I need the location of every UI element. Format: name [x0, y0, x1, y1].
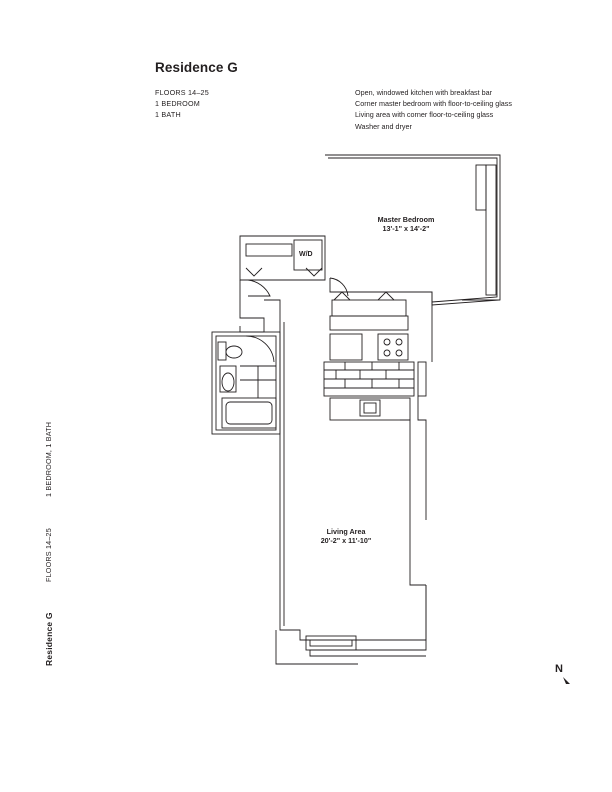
living-name: Living Area: [326, 527, 366, 536]
living-window: [310, 585, 426, 656]
cooktop: [378, 334, 408, 360]
side-bed-bath: 1 BEDROOM, 1 BATH: [44, 421, 53, 497]
refrigerator: [330, 334, 362, 360]
spec-bedrooms: 1 BEDROOM: [155, 99, 200, 109]
living-dims: 20'-2" x 11'-10": [320, 536, 372, 545]
north-letter: N: [555, 663, 563, 675]
feature-item: Living area with corner floor-to-ceiling glass: [355, 110, 494, 120]
side-residence-name: Residence G: [44, 612, 54, 666]
kitchen-sink: [360, 400, 380, 416]
north-indicator: [555, 663, 563, 675]
feature-item: Open, windowed kitchen with breakfast bar: [355, 88, 493, 97]
closet-shelf: [246, 244, 292, 256]
north-arrow-icon: [563, 677, 571, 685]
kitchen-sink-counter: [330, 398, 410, 420]
bathtub: [222, 398, 276, 428]
feature-item: Washer and dryer: [355, 121, 412, 131]
bedroom-window-frame: [476, 165, 486, 210]
kitchen-window: [418, 362, 426, 396]
corridor-wall: [240, 280, 264, 332]
bedroom-name: Master Bedroom: [377, 215, 435, 224]
corridor-door: [248, 280, 270, 296]
residence-title: Residence G: [155, 60, 238, 75]
bedroom-dims: 13'-1" x 14'-2": [382, 224, 430, 233]
toilet: [218, 342, 226, 360]
bedroom-window: [486, 165, 496, 295]
bedroom-label: [356, 215, 456, 233]
kitchen-counter: [330, 316, 408, 330]
spec-bath: 1 BATH: [155, 110, 181, 120]
living-wall: [280, 318, 426, 640]
feature-item: Corner master bedroom with floor-to-ceiling glass: [355, 99, 512, 109]
washer-dryer-label: W/D: [299, 251, 313, 258]
living-label: [296, 527, 396, 545]
closet-wall: [240, 236, 325, 280]
spec-floors: FLOORS 14–25: [155, 88, 209, 97]
side-floors: FLOORS 14–25: [44, 528, 53, 582]
